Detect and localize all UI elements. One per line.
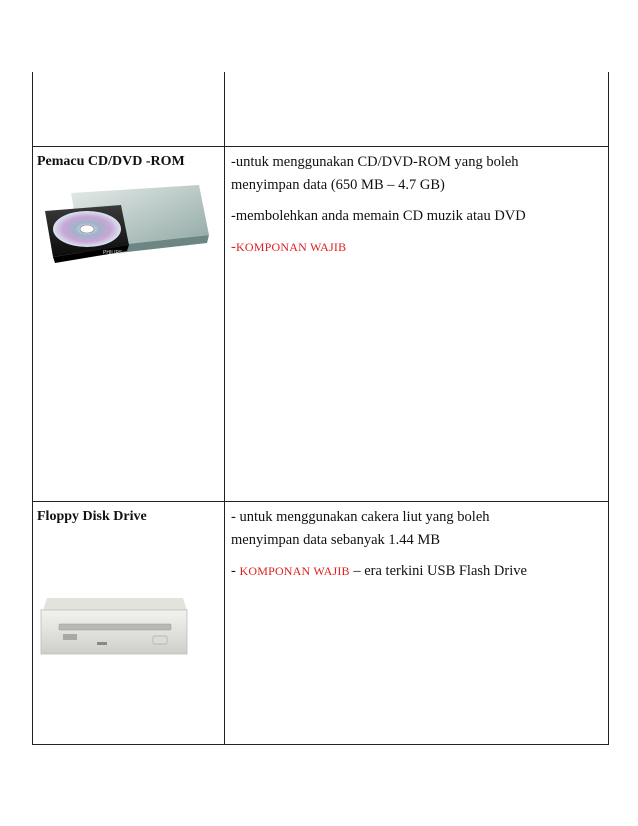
table-row-empty <box>33 72 609 147</box>
cell-cd-dvd-desc <box>225 147 609 502</box>
cell-cd-dvd-label <box>33 147 225 502</box>
cd-dvd-prefix: - <box>231 239 237 255</box>
cell-floppy-desc <box>225 502 609 745</box>
cell-empty-left <box>33 72 225 147</box>
floppy-prefix: - <box>231 563 240 579</box>
document-table <box>32 72 609 745</box>
floppy-required-badge: KOMPONAN WAJIB <box>239 564 350 578</box>
cd-dvd-title: Pemacu CD/DVD -ROM <box>37 154 185 169</box>
floppy-suffix: – era terkini USB Flash Drive <box>349 563 527 579</box>
cd-dvd-desc-line3: -membolehkan anda memain CD muzik atau DVD <box>231 208 526 224</box>
cd-dvd-desc-line2: menyimpan data (650 MB – 4.7 GB) <box>231 177 445 193</box>
floppy-title: Floppy Disk Drive <box>37 509 147 524</box>
floppy-desc-line1: - untuk menggunakan cakera liut yang boleh <box>231 509 490 525</box>
table-row-cd-dvd <box>33 147 609 502</box>
floppy-desc-line3 <box>231 560 604 583</box>
drive-brand-text: PHILIPS <box>103 250 123 256</box>
table-row-floppy <box>33 502 609 745</box>
cd-dvd-required-badge: KOMPONAN WAJIB <box>236 240 347 254</box>
cell-floppy-label <box>33 502 225 745</box>
cell-empty-right <box>225 72 609 147</box>
cd-dvd-desc-line1: -untuk menggunakan CD/DVD-ROM yang boleh <box>231 154 519 170</box>
floppy-drive-photo-icon <box>37 596 220 661</box>
cd-dvd-drive-photo-icon <box>37 183 220 270</box>
floppy-desc-line2: menyimpan data sebanyak 1.44 MB <box>231 532 440 548</box>
cd-dvd-desc-line4 <box>231 236 604 259</box>
